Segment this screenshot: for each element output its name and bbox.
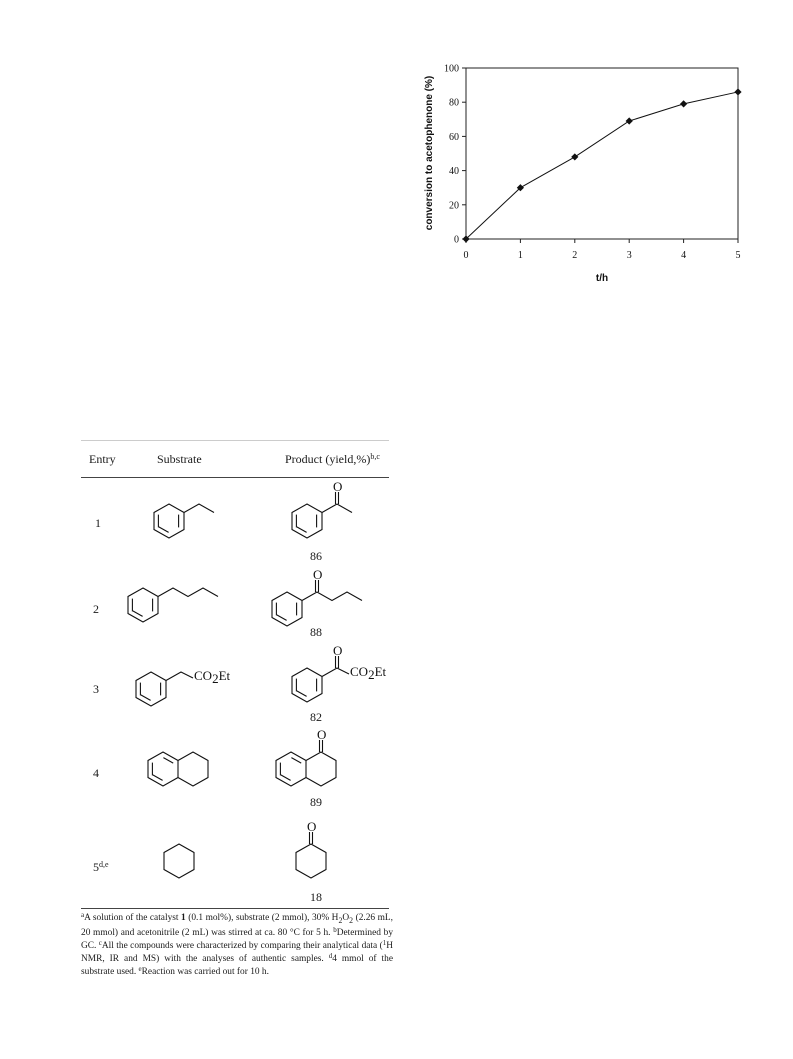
svg-text:O: O: [317, 727, 327, 742]
data-point: [734, 88, 741, 95]
x-tick-label: 3: [626, 250, 632, 261]
substrate-cyclohexane: [159, 836, 199, 886]
svg-text:CO2Et: CO2Et: [194, 668, 231, 686]
entry-2: 2: [93, 602, 99, 616]
results-table: [81, 440, 389, 910]
substrate-tetralin: [143, 740, 223, 796]
svg-text:O: O: [307, 819, 317, 834]
header-product: Product (yield,%)$^{b,c}$: [285, 452, 380, 466]
y-tick-label: 60: [449, 131, 459, 143]
header-substrate: Substrate: [157, 452, 202, 466]
x-axis-label: t/h: [595, 273, 609, 284]
y-tick-label: 0: [454, 234, 459, 246]
data-point: [571, 153, 578, 160]
header-entry: Entry: [89, 452, 116, 466]
product-butyrophenone: [267, 568, 377, 636]
yield-3: 82: [310, 710, 322, 724]
svg-text:O: O: [313, 567, 323, 582]
table-header-rule: [81, 477, 389, 478]
y-axis-label: conversion to acetophenone (%): [424, 75, 435, 231]
entry-1: 1: [95, 516, 101, 530]
x-tick-label: 5: [735, 250, 741, 261]
entry-5: 5$^{d,e}$: [93, 860, 109, 874]
svg-text:O: O: [333, 643, 343, 658]
table-bottom-rule: [81, 908, 389, 909]
substrate-ethylbenzene: [149, 492, 229, 546]
product-1-tetralone: [271, 728, 361, 796]
product-ethyl-benzoylformate: [287, 644, 397, 712]
y-tick-label: 40: [449, 166, 459, 178]
yield-1: 86: [310, 549, 322, 563]
y-tick-label: 80: [449, 97, 459, 109]
table-top-rule: [81, 440, 389, 441]
yield-4: 89: [310, 795, 322, 809]
y-tick-label: 20: [449, 200, 459, 212]
svg-text:CO2Et: CO2Et: [350, 664, 387, 682]
substrate-butylbenzene: [123, 576, 233, 630]
x-tick-label: 1: [517, 250, 523, 261]
yield-2: 88: [310, 625, 322, 639]
data-point: [680, 100, 687, 107]
data-point: [626, 117, 633, 124]
svg-text:O: O: [333, 479, 343, 494]
yield-5: 18: [310, 890, 322, 904]
entry-3: 3: [93, 682, 99, 696]
x-tick-label: 0: [463, 250, 469, 261]
product-cyclohexanone: [291, 820, 331, 886]
x-tick-label: 4: [681, 250, 687, 261]
table-footnotes: $^a$A solution of the catalyst 1 (0.1 mol%), substrate (2 mmol), 30% $H_2O_2$ (2.26 mL, 20 mmol) and acetonitrile (2 mL) was stirred at ca. 80 °C for 5 h. $^b$Determined by GC. $^c$All the compounds were characterized by comparing their analytical data ($^1$H NMR, IR and MS) with the analyses of authentic samples. $^d$4 mmol of the substrate used. $^e$Reaction was carried out for 10 h.: [81, 911, 394, 978]
entry-4: 4: [93, 766, 99, 780]
plot-area: [444, 64, 742, 262]
product-acetophenone: [287, 480, 367, 550]
series-line: [466, 92, 738, 239]
y-tick-label: 100: [444, 63, 459, 75]
substrate-ethyl-phenylacetate: [131, 660, 261, 714]
conversion-chart: [418, 58, 758, 290]
x-tick-label: 2: [572, 250, 578, 261]
plot-frame: [466, 68, 738, 239]
